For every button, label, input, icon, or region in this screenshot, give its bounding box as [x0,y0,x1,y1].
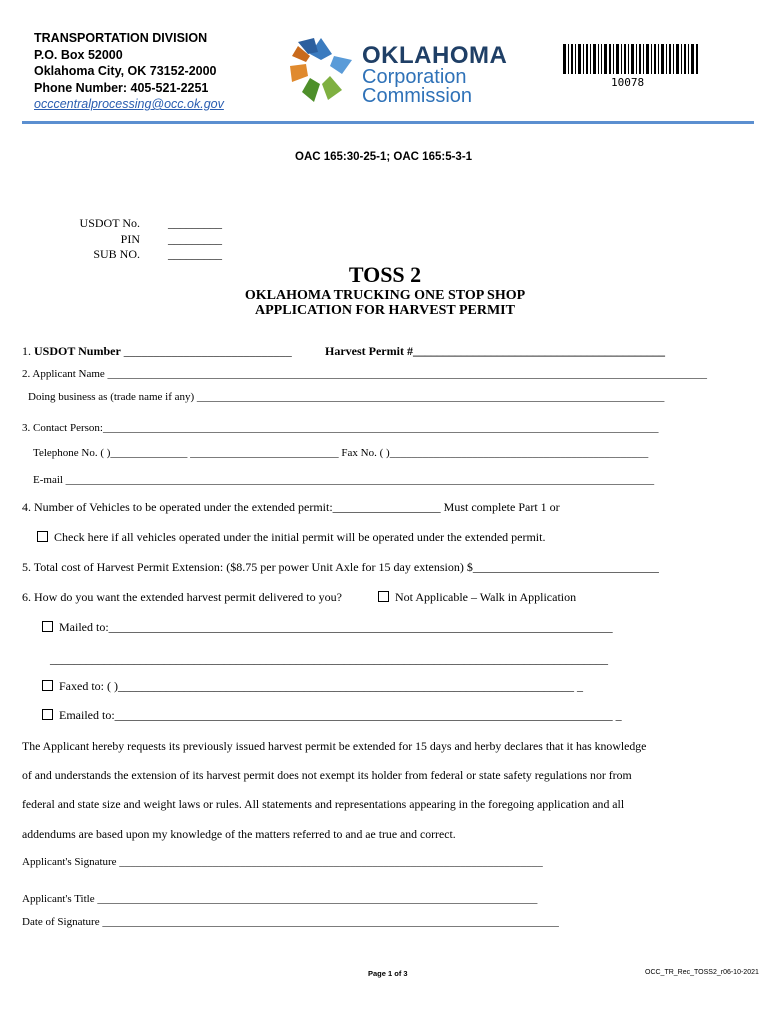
telephone-fax-field[interactable]: Telephone No. ( )______________ ___________________________ Fax No. ( )_______________________________________________ [33,447,649,459]
po-box: P.O. Box 52000 [34,47,123,62]
applicant-signature-field[interactable]: Applicant's Signature _____________________________________________________________________________ [22,856,543,868]
occ-logo [284,34,508,108]
form-title: TOSS 2 [348,262,422,287]
form-subtitle-2: APPLICATION FOR HARVEST PERMIT [255,303,515,318]
pin-label: PIN [120,231,140,246]
usdot-no-label: USDOT No. [79,216,140,230]
usdot-no-blank[interactable]: _________ [168,216,222,230]
all-vehicles-checkbox-row[interactable] [37,530,545,545]
contact-person-field[interactable]: 3. Contact Person:_____________________________________________________________________________________________________ [22,422,659,434]
header-divider [22,121,754,124]
applicant-name-field[interactable]: 2. Applicant Name _____________________________________________________________________________________________________________ [22,368,708,380]
sub-no-blank[interactable]: _________ [168,247,222,261]
mailed-to-field[interactable]: Mailed to:____________________________________________________________________________________ [59,620,613,634]
emailed-option[interactable] [42,708,622,723]
star-emblem-icon [284,34,358,108]
phone-number: Phone Number: 405-521-2251 [34,80,209,95]
contact-email-link[interactable]: occcentralprocessing@occ.ok.gov [34,97,224,111]
logo-text-corporation: Corporation [362,66,467,88]
form-code: OCC_TR_Rec_TOSS2_r06-10-2021 [645,969,759,976]
sub-no-label: SUB NO. [93,247,140,261]
letterhead-address [34,30,224,113]
division-name: TRANSPORTATION DIVISION [34,31,208,45]
date-of-signature-field[interactable]: Date of Signature ___________________________________________________________________________________ [22,916,559,928]
mailed-option[interactable] [42,620,613,635]
barcode-bars-icon [563,44,698,74]
walk-in-checkbox[interactable] [378,591,389,602]
walk-in-option[interactable] [378,590,576,605]
faxed-to-field[interactable]: Faxed to: ( )____________________________________________________________________________ _ [59,679,583,693]
usdot-number-label: USDOT Number [34,344,121,358]
vehicle-count-field[interactable]: 4. Number of Vehicles to be operated under the extended permit:__________________ Must complete Part 1 or [22,500,560,514]
barcode-number: 10078 [611,76,645,89]
harvest-permit-number-field[interactable]: Harvest Permit #__________________________________________ [325,344,665,358]
emailed-checkbox[interactable] [42,709,53,720]
applicant-title-field[interactable]: Applicant's Title ________________________________________________________________________________ [22,893,538,905]
doing-business-as-field[interactable]: Doing business as (trade name if any) _____________________________________________________________________________________ [28,391,665,403]
q1-number: 1. [22,344,34,358]
city-state-zip: Oklahoma City, OK 73152-2000 [34,64,217,78]
logo-text-oklahoma: OKLAHOMA [362,42,508,69]
declaration-line-2: of and understands the extension of its harvest permit does not exempt its holder from federal or state safety regulations nor from [22,768,632,782]
mailed-checkbox[interactable] [42,621,53,632]
pin-blank[interactable]: _________ [168,231,222,246]
logo-text-commission: Commission [362,85,473,107]
walk-in-label: Not Applicable – Walk in Application [395,590,577,604]
delivery-method-question: 6. How do you want the extended harvest permit delivered to you? [22,590,342,604]
office-use-labels [60,216,140,263]
faxed-checkbox[interactable] [42,680,53,691]
form-subtitle-1: OKLAHOMA TRUCKING ONE STOP SHOP [244,288,526,303]
usdot-number-blank[interactable]: ____________________________ [123,344,292,358]
declaration-line-4: addendums are based upon my knowledge of the matters referred to and ae true and correct. [22,827,456,841]
barcode [563,44,698,89]
mailed-address-continued[interactable]: _____________________________________________________________________________________________ [50,652,608,666]
total-cost-field[interactable]: 5. Total cost of Harvest Permit Extension: ($8.75 per power Unit Axle for 15 day extension) $_______________________________ [22,560,659,574]
declaration-line-3: federal and state size and weight laws or rules. All statements and representations appearing in the foregoing application and all [22,797,625,811]
office-use-blanks [168,216,222,263]
email-field[interactable]: E-mail ___________________________________________________________________________________________________________ [33,474,655,486]
regulation-reference: OAC 165:30-25-1; OAC 165:5-3-1 [295,151,473,163]
all-vehicles-checkbox[interactable] [37,531,48,542]
all-vehicles-label: Check here if all vehicles operated under the initial permit will be operated under the extended permit. [54,530,546,544]
page-number: Page 1 of 3 [368,969,408,978]
emailed-to-field[interactable]: Emailed to:___________________________________________________________________________________ _ [59,708,622,722]
usdot-number-field[interactable] [22,344,292,359]
declaration-line-1: The Applicant hereby requests its previously issued harvest permit be extended for 15 days and herby declares that it has knowledge [22,739,647,753]
faxed-option[interactable] [42,679,583,694]
